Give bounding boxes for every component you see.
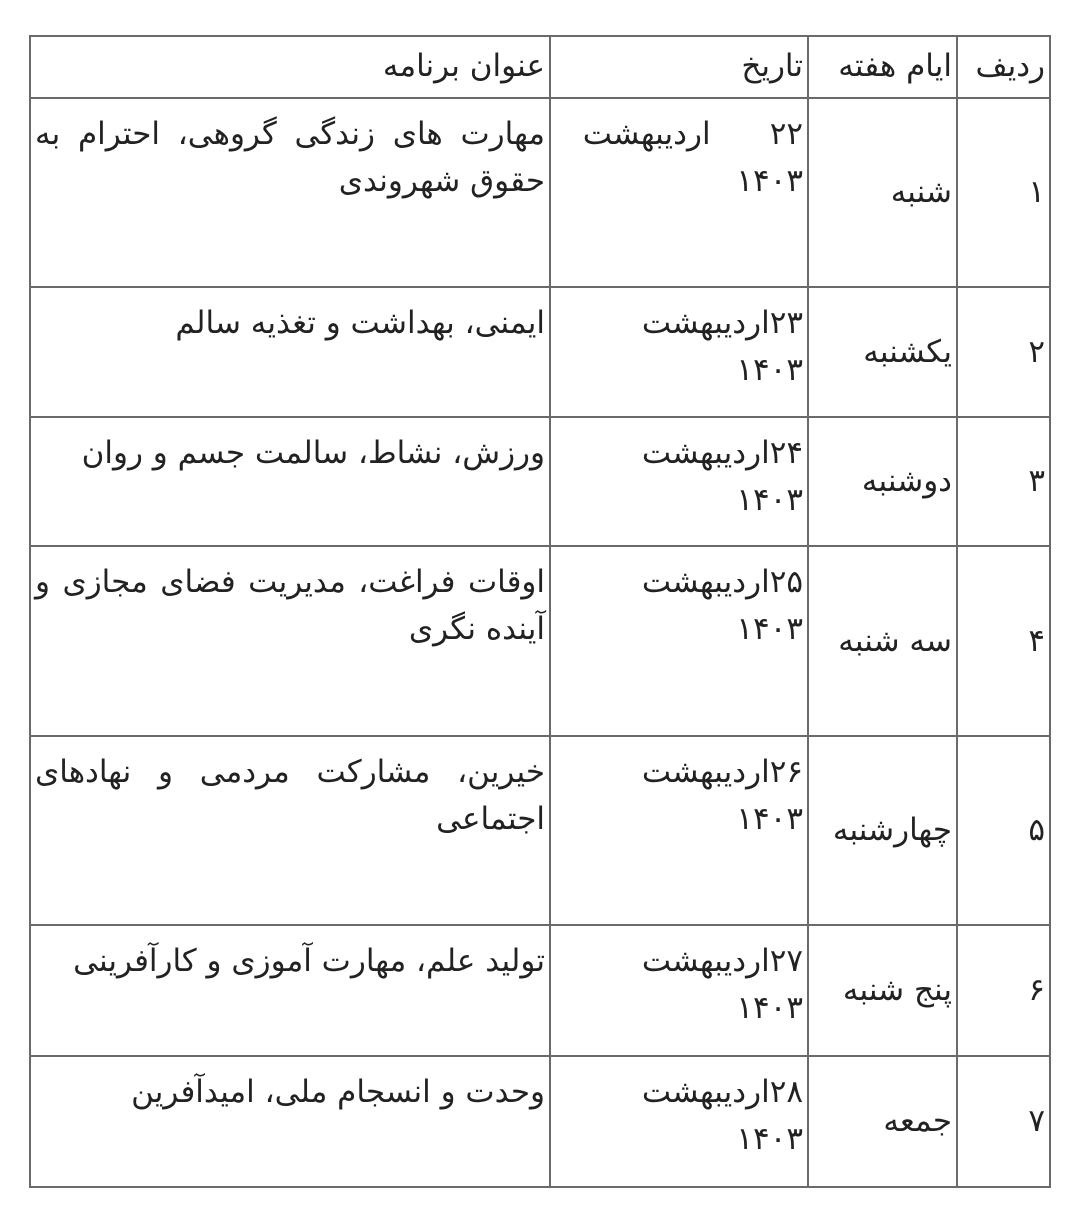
header-row bbox=[30, 36, 1050, 98]
row-number-cell: ۷ bbox=[957, 1056, 1050, 1187]
date-day-month: ۲۸اردیبهشت bbox=[641, 1074, 803, 1110]
header-row-number: ردیف bbox=[957, 36, 1050, 98]
table-row bbox=[30, 98, 1050, 287]
weekday-cell: جمعه bbox=[808, 1056, 957, 1187]
date-year: ۱۴۰۳ bbox=[736, 482, 803, 518]
table-row bbox=[30, 736, 1050, 925]
date-day-month: ۲۶اردیبهشت bbox=[641, 754, 803, 790]
row-number-cell: ۶ bbox=[957, 925, 1050, 1056]
weekday-cell: سه شنبه bbox=[808, 546, 957, 736]
row-number-cell: ۲ bbox=[957, 287, 1050, 417]
row-number-cell: ۱ bbox=[957, 98, 1050, 287]
date-day-month: ۲۲ اردیبهشت bbox=[582, 116, 803, 152]
row-number-cell: ۴ bbox=[957, 546, 1050, 736]
weekday-cell: پنج شنبه bbox=[808, 925, 957, 1056]
program-schedule-table bbox=[29, 35, 1051, 1188]
date-year: ۱۴۰۳ bbox=[736, 801, 803, 837]
program-title-cell: ورزش، نشاط، سالمت جسم و روان bbox=[30, 417, 550, 546]
table-row bbox=[30, 925, 1050, 1056]
date-day-month: ۲۳اردیبهشت bbox=[641, 305, 803, 341]
date-day-month: ۲۷اردیبهشت bbox=[641, 943, 803, 979]
date-cell bbox=[550, 417, 808, 546]
date-day-month: ۲۴اردیبهشت bbox=[641, 435, 803, 471]
header-program-title: عنوان برنامه bbox=[30, 36, 550, 98]
table-row bbox=[30, 417, 1050, 546]
date-year: ۱۴۰۳ bbox=[736, 990, 803, 1026]
table-row bbox=[30, 287, 1050, 417]
header-date: تاریخ bbox=[550, 36, 808, 98]
date-year: ۱۴۰۳ bbox=[736, 352, 803, 388]
date-cell bbox=[550, 1056, 808, 1187]
row-number-cell: ۳ bbox=[957, 417, 1050, 546]
date-year: ۱۴۰۳ bbox=[736, 1121, 803, 1157]
weekday-cell: شنبه bbox=[808, 98, 957, 287]
date-cell bbox=[550, 287, 808, 417]
date-cell bbox=[550, 925, 808, 1056]
program-title-cell: خیرین، مشارکت مردمی و نهادهای اجتماعی bbox=[30, 736, 550, 925]
program-title-cell: اوقات فراغت، مدیریت فضای مجازی و آینده نگری bbox=[30, 546, 550, 736]
date-year: ۱۴۰۳ bbox=[736, 163, 803, 199]
date-day-month: ۲۵اردیبهشت bbox=[641, 564, 803, 600]
date-year: ۱۴۰۳ bbox=[736, 611, 803, 647]
header-weekday: ایام هفته bbox=[808, 36, 957, 98]
program-title-cell: مهارت های زندگی گروهی، احترام به حقوق شهروندی bbox=[30, 98, 550, 287]
date-cell bbox=[550, 736, 808, 925]
weekday-cell: چهارشنبه bbox=[808, 736, 957, 925]
weekday-cell: دوشنبه bbox=[808, 417, 957, 546]
table-row bbox=[30, 1056, 1050, 1187]
table-row bbox=[30, 546, 1050, 736]
weekday-cell: یکشنبه bbox=[808, 287, 957, 417]
date-cell bbox=[550, 98, 808, 287]
row-number-cell: ۵ bbox=[957, 736, 1050, 925]
program-title-cell: وحدت و انسجام ملی، امیدآفرین bbox=[30, 1056, 550, 1187]
program-title-cell: تولید علم، مهارت آموزی و کارآفرینی bbox=[30, 925, 550, 1056]
date-cell bbox=[550, 546, 808, 736]
program-title-cell: ایمنی، بهداشت و تغذیه سالم bbox=[30, 287, 550, 417]
